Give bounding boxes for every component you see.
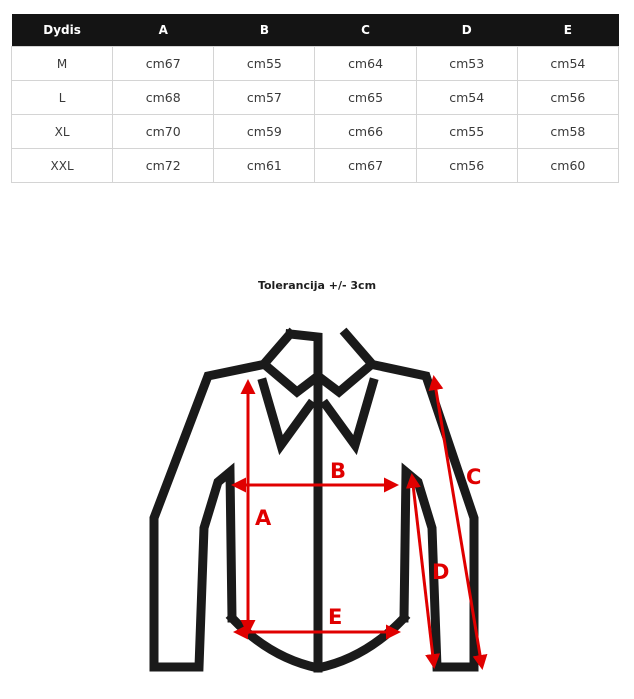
header-d: D — [416, 14, 517, 47]
header-e: E — [517, 14, 618, 47]
measure-cell: cm53 — [416, 47, 517, 81]
measure-cell: cm67 — [113, 47, 214, 81]
measure-cell: cm61 — [214, 149, 315, 183]
measure-cell: cm55 — [214, 47, 315, 81]
label-b: B — [330, 459, 347, 483]
jacket-measurement-diagram — [0, 320, 634, 699]
jacket-outline — [154, 334, 474, 668]
size-cell: M — [12, 47, 113, 81]
jacket-collar-right — [318, 334, 372, 392]
table-row — [12, 149, 619, 183]
jacket-right-sleeve — [370, 364, 474, 667]
measure-cell: cm60 — [517, 149, 618, 183]
measure-cell: cm64 — [315, 47, 416, 81]
size-cell: L — [12, 81, 113, 115]
jacket-collar-left — [264, 334, 318, 392]
size-cell: XL — [12, 115, 113, 149]
measure-cell: cm70 — [113, 115, 214, 149]
size-chart-table — [11, 14, 619, 183]
table-row — [12, 115, 619, 149]
header-size: Dydis — [12, 14, 113, 47]
header-a: A — [113, 14, 214, 47]
measure-cell: cm65 — [315, 81, 416, 115]
measure-cell: cm54 — [517, 47, 618, 81]
measure-cell: cm72 — [113, 149, 214, 183]
measure-cell: cm55 — [416, 115, 517, 149]
label-d: D — [432, 560, 450, 584]
measure-cell: cm57 — [214, 81, 315, 115]
measure-cell: cm68 — [113, 81, 214, 115]
size-cell: XXL — [12, 149, 113, 183]
table-row — [12, 81, 619, 115]
measure-cell: cm58 — [517, 115, 618, 149]
measure-cell: cm66 — [315, 115, 416, 149]
measure-cell: cm56 — [517, 81, 618, 115]
label-e: E — [328, 605, 343, 629]
measure-cell: cm59 — [214, 115, 315, 149]
label-c: C — [466, 465, 482, 489]
size-chart-header-row — [12, 14, 619, 47]
label-a: A — [255, 506, 272, 530]
measure-cell: cm56 — [416, 149, 517, 183]
measure-cell: cm67 — [315, 149, 416, 183]
header-c: C — [315, 14, 416, 47]
measure-cell: cm54 — [416, 81, 517, 115]
tolerance-note: Tolerancija +/- 3cm — [257, 279, 377, 292]
header-b: B — [214, 14, 315, 47]
table-row — [12, 47, 619, 81]
